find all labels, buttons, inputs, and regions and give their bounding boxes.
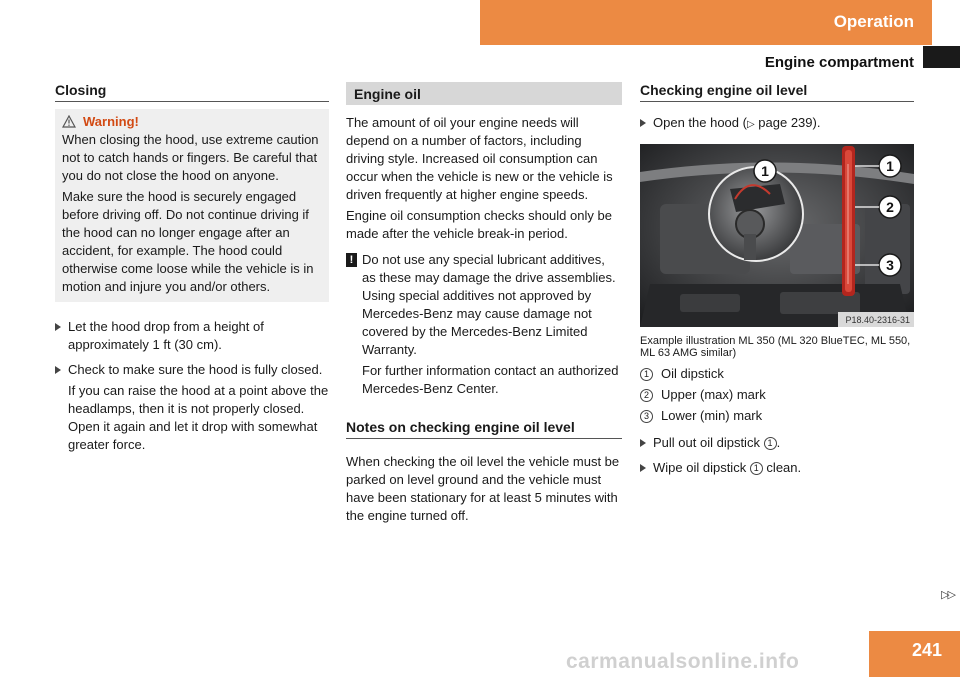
step-arrow-icon xyxy=(640,119,646,127)
closing-heading: Closing xyxy=(55,82,329,102)
checking-step-1 xyxy=(640,114,914,134)
number-3-icon: 3 xyxy=(640,410,653,423)
number-1-icon: 1 xyxy=(640,368,653,381)
step-arrow-icon xyxy=(55,323,61,331)
warning-box xyxy=(55,109,329,302)
step-arrow-icon xyxy=(640,439,646,447)
section-title: Operation xyxy=(833,12,914,31)
column-engine-oil xyxy=(346,82,622,525)
page-number-box xyxy=(869,631,960,677)
engine-oil-note-1: Do not use any special lubricant additives, as these may damage the drive assemblies. Using special additives not approved by Mercedes-Benz may cause damage not covered by the Mercedes-Benz Limited Warranty. xyxy=(362,252,616,357)
checking-step-2-text: Pull out oil dipstick 1 . xyxy=(653,435,781,450)
legend-item-3: 3 Lower (min) mark xyxy=(640,407,914,425)
callout-3: 3 xyxy=(886,257,894,273)
notes-paragraph: When checking the oil level the vehicle must be parked on level ground and the vehicle must have been stationary for at least 5 minutes with the engine turned off. xyxy=(346,454,620,523)
engine-oil-note-2: For further information contact an authorized Mercedes-Benz Center. xyxy=(362,363,619,396)
notes-heading: Notes on checking engine oil level xyxy=(346,419,622,439)
subsection-title: Engine compartment xyxy=(764,54,914,71)
image-code: P18.40-2316-31 xyxy=(845,315,910,325)
callout-1-magnified: 1 xyxy=(761,163,769,179)
warning-triangle-icon xyxy=(62,115,76,128)
closing-step-2-text: Check to make sure the hood is fully closed. xyxy=(68,362,323,377)
watermark: carmanualsonline.info xyxy=(566,650,800,673)
step-arrow-icon xyxy=(640,464,646,472)
corner-marker xyxy=(923,46,960,68)
callout-2: 2 xyxy=(886,199,894,215)
checking-step-1-text: Open the hood (▷ page 239). xyxy=(653,115,821,130)
engine-bay-drawing xyxy=(640,144,914,327)
warning-title xyxy=(62,114,322,129)
legend-item-1: 1 Oil dipstick xyxy=(640,365,914,383)
illustration-caption: Example illustration ML 350 (ML 320 BlueTEC, ML 550, ML 63 AMG similar) xyxy=(640,335,911,359)
warning-paragraph-1: When closing the hood, use extreme caution not to catch hands or fingers. Be careful that you do not close the hood on anyone. xyxy=(62,132,319,183)
number-1-icon: 1 xyxy=(764,437,777,450)
section-tab xyxy=(480,0,932,45)
page-number: 241 xyxy=(911,640,942,660)
closing-step-2-detail: If you can raise the hood at a point above the headlamps, then it is not properly closed. Open it again and let it drop with somewhat greater force. xyxy=(68,383,329,452)
callout-1: 1 xyxy=(886,158,894,174)
closing-step-2 xyxy=(55,361,329,454)
engine-bay-illustration xyxy=(640,144,914,327)
warning-title-text: Warning! xyxy=(83,114,139,129)
checking-step-2 xyxy=(640,434,914,452)
checking-step-3-text: Wipe oil dipstick 1 clean. xyxy=(653,460,802,475)
continued-icon: ▷▷ xyxy=(941,589,954,601)
engine-oil-note xyxy=(346,251,622,398)
closing-step-1-text: Let the hood drop from a height of approximately 1 ft (30 cm). xyxy=(68,319,264,352)
engine-oil-paragraph-1: The amount of oil your engine needs will depend on a number of factors, including driving style. Increased oil consumption can occur when the vehicle is new or the vehicle is driven frequently at higher engine speeds. xyxy=(346,115,613,202)
engine-oil-heading: Engine oil xyxy=(346,82,622,105)
legend-item-2: 2 Upper (max) mark xyxy=(640,386,914,404)
column-checking-oil xyxy=(640,82,914,477)
page-ref-arrow-icon: ▷ xyxy=(746,119,755,130)
engine-oil-paragraph-2: Engine oil consumption checks should only be made after the vehicle break-in period. xyxy=(346,208,612,241)
closing-step-1 xyxy=(55,318,329,354)
checking-heading: Checking engine oil level xyxy=(640,82,914,102)
step-arrow-icon xyxy=(55,366,61,374)
checking-step-3 xyxy=(640,459,914,477)
number-1-icon: 1 xyxy=(750,462,763,475)
warning-paragraph-2: Make sure the hood is securely engaged before driving off. Do not continue driving if the hood can no longer engage after an accident, for example. The hood could otherwise come loose while the vehicle is in motion and injure you and/or others. xyxy=(62,189,314,294)
column-closing xyxy=(55,82,329,454)
number-2-icon: 2 xyxy=(640,389,653,402)
exclamation-icon: ! xyxy=(346,253,357,267)
